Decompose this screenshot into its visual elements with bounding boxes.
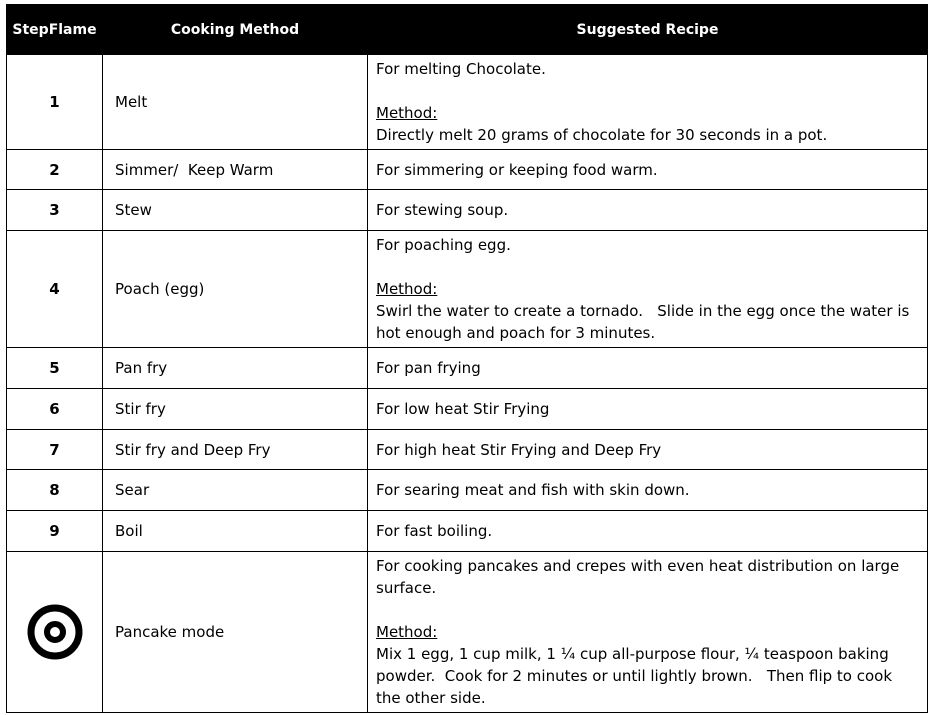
recipe-description: For fast boiling. — [368, 511, 928, 552]
method-text: Swirl the water to create a tornado. Slide in the egg once the water is hot enough and poach for 3 minutes. — [376, 302, 915, 342]
recipe-description: For poaching egg. — [376, 236, 511, 254]
table-row — [7, 348, 928, 389]
table-row — [7, 511, 928, 552]
recipe-description: For melting Chocolate. — [376, 60, 546, 78]
method-heading: Method: — [376, 623, 438, 641]
cooking-method: Stew — [103, 190, 368, 231]
step-number: 7 — [7, 430, 103, 470]
header-row — [7, 5, 928, 55]
method-heading: Method: — [376, 104, 438, 122]
recipe-description: For high heat Stir Frying and Deep Fry — [368, 430, 928, 470]
recipe-description: For pan frying — [368, 348, 928, 389]
table-row — [7, 150, 928, 190]
suggested-recipe — [368, 231, 928, 348]
target-icon — [27, 604, 83, 660]
cooking-method: Stir fry — [103, 389, 368, 430]
cooking-method: Simmer/ Keep Warm — [103, 150, 368, 190]
step-number: 6 — [7, 389, 103, 430]
suggested-recipe — [368, 552, 928, 713]
recipe-description: For cooking pancakes and crepes with even heat distribution on large surface. — [376, 557, 900, 597]
table-row — [7, 389, 928, 430]
cooking-method: Pancake mode — [103, 552, 368, 713]
cooking-method: Stir fry and Deep Fry — [103, 430, 368, 470]
cooking-method: Poach (egg) — [103, 231, 368, 348]
cooking-method: Melt — [103, 55, 368, 150]
method-text: Mix 1 egg, 1 cup milk, 1 ¼ cup all-purpose flour, ¼ teaspoon baking powder. Cook for 2 minutes or until lightly brown. Then flip to cook the other side. — [376, 645, 897, 707]
recipe-description: For low heat Stir Frying — [368, 389, 928, 430]
table-row — [7, 552, 928, 713]
table-row — [7, 430, 928, 470]
method-heading: Method: — [376, 280, 438, 298]
stepflame-table — [6, 4, 928, 713]
step-number: 2 — [7, 150, 103, 190]
cooking-method: Sear — [103, 470, 368, 511]
step-number: 4 — [7, 231, 103, 348]
step-number: 3 — [7, 190, 103, 231]
step-number: 1 — [7, 55, 103, 150]
step-number: 8 — [7, 470, 103, 511]
table-row — [7, 190, 928, 231]
header-stepflame: StepFlame — [7, 5, 103, 55]
recipe-description: For searing meat and fish with skin down. — [368, 470, 928, 511]
method-text: Directly melt 20 grams of chocolate for 30 seconds in a pot. — [376, 126, 828, 144]
step-number: 5 — [7, 348, 103, 389]
step-icon-cell — [7, 552, 103, 713]
recipe-description: For simmering or keeping food warm. — [368, 150, 928, 190]
table-row — [7, 470, 928, 511]
suggested-recipe — [368, 55, 928, 150]
header-suggested-recipe: Suggested Recipe — [368, 5, 928, 55]
table-row — [7, 55, 928, 150]
header-cooking-method: Cooking Method — [103, 5, 368, 55]
step-number: 9 — [7, 511, 103, 552]
cooking-method: Boil — [103, 511, 368, 552]
cooking-method: Pan fry — [103, 348, 368, 389]
table-row — [7, 231, 928, 348]
recipe-description: For stewing soup. — [368, 190, 928, 231]
